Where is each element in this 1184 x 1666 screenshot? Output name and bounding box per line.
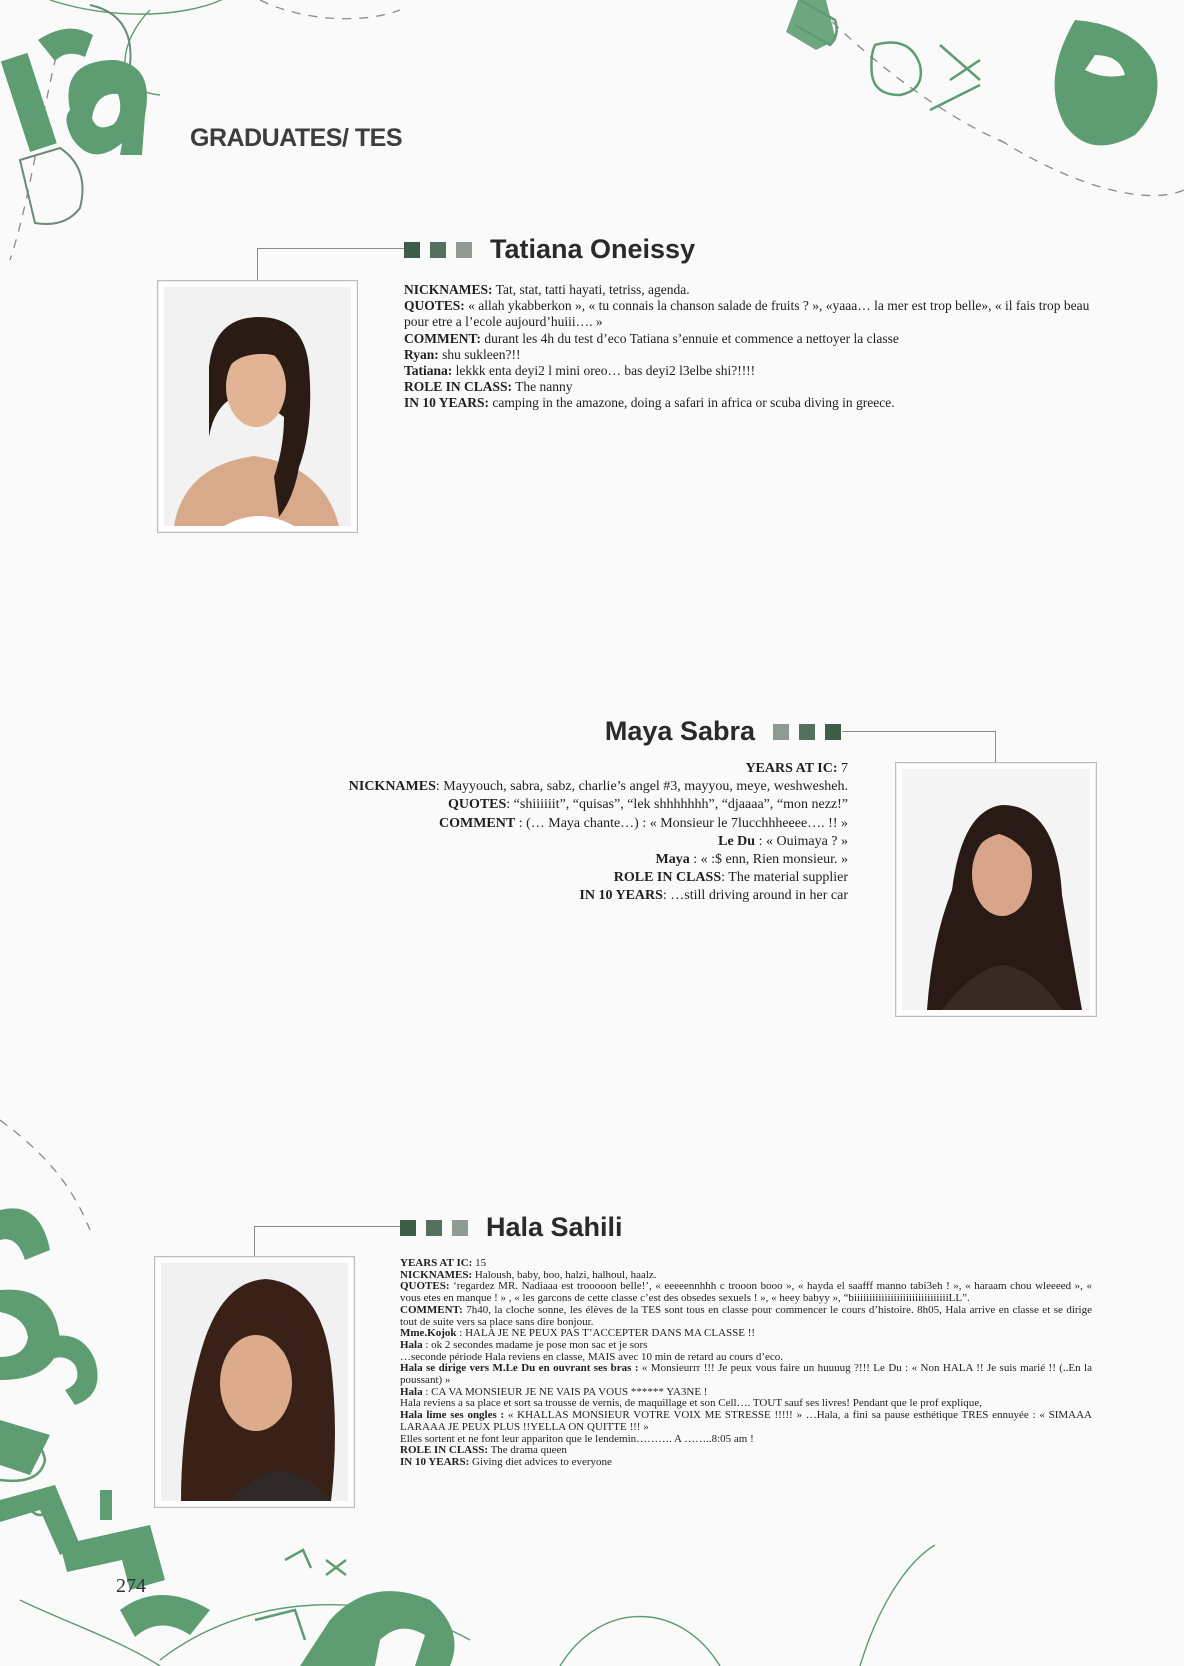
bio-label: Mme.Kojok [400,1327,457,1340]
bio-text: The drama queen [488,1444,567,1457]
bio-text: : ok 2 secondes madame je pose mon sac et je sors [422,1338,648,1351]
bio-label: NICKNAMES [348,779,436,795]
bio-text: …seconde période Hala reviens en classe, MAIS avec 10 min de retard au cours d’eco. [400,1350,784,1363]
bio-line [228,851,848,869]
bio-line [228,796,848,814]
bio-label: IN 10 YEARS [579,888,663,904]
bio-line [228,778,848,796]
bio-label: QUOTES [447,797,507,813]
section-title: GRADUATES/ TES [190,124,402,152]
bio-label: IN 10 YEARS: [400,1455,470,1468]
student-bio [228,760,848,906]
square-bullet-icon [799,724,815,740]
bio-text: : The material supplier [721,870,848,886]
bio-line [404,347,1104,363]
bio-line [228,869,848,887]
student-bio [400,1258,1092,1469]
bio-label: ROLE IN CLASS: [400,1444,489,1457]
student-photo [895,762,1097,1017]
bio-text: shu sukleen?!! [438,346,521,362]
bio-label: IN 10 YEARS: [404,395,490,411]
bio-line [228,887,848,905]
bio-label: Ryan: [404,346,439,362]
bio-text: « KHALLAS MONSIEUR VOTRE VOIX ME STRESSE !!!!! » …Hala, a fini sa pause esthétique TRES ennuyée : « SIMAAA LARAAA JE PEUX PLUS !!YELLA ON QUITTE !!! » [400,1409,1092,1433]
bio-line [400,1305,1092,1328]
square-bullet-icon [452,1220,468,1236]
bio-text: Tat, stat, tatti hayati, tetriss, agenda. [492,282,690,297]
bio-label: Le Du [718,833,756,849]
student-name-row [404,234,695,265]
bio-label: COMMENT: [404,330,481,346]
bio-text: : « Ouimaya ? » [755,833,848,849]
bio-label: Hala se dirige vers M.Le Du en ouvrant ses bras : [400,1362,639,1375]
square-bullet-icon [825,724,841,740]
bio-text: : « :$ enn, Rien monsieur. » [689,852,848,868]
bio-line [404,363,1104,379]
square-bullet-icon [430,242,446,258]
bio-text: Hala reviens a sa place et sort sa trousse de vernis, de maquillage et son Cell…. TOUT sauf ses livres! Pendant que le prof explique, [400,1397,982,1410]
bio-label: COMMENT: [400,1303,463,1316]
bio-line [228,833,848,851]
bio-line [228,815,848,833]
bio-label: QUOTES: [404,298,465,314]
bio-text: « Monsieurrr !!! Je peux vous faire un huuuug ?!!! Le Du : « Non HALA !! Je suis marié !! (..En la poussant) » [400,1362,1092,1387]
bio-text: 15 [472,1257,487,1269]
bio-text: : Mayyouch, sabra, sabz, charlie’s angel #3, mayyou, meye, weshwesheh. [435,779,848,795]
student-photo [157,280,358,533]
student-name: Tatiana Oneissy [490,234,696,264]
connector-line [257,248,404,282]
bio-text: The nanny [512,379,573,395]
bio-text: Giving diet advices to everyone [469,1455,612,1468]
square-bullet-icon [456,242,472,258]
bio-text: : (… Maya chante…) : « Monsieur le 7lucchhheeee…. !! » [515,815,848,831]
student-name-row [400,1212,623,1243]
square-bullet-icon [400,1220,416,1236]
student-bio [404,282,1104,412]
portrait-image [164,287,351,526]
bio-line [400,1281,1092,1304]
bio-line [404,331,1104,347]
bio-text: : CA VA MONSIEUR JE NE VAIS PA VOUS ****** YA3NE ! [422,1385,708,1398]
bio-text: « allah ykabberkon », « tu connais la chanson salade de fruits ? », «yaaa… la mer est trop belle», « il fais trop beau pour etre a l’ecole aujourd’huiii…. » [404,298,1090,330]
bio-line [228,760,848,778]
bio-text: camping in the amazone, doing a safari in africa or scuba diving in greece. [489,395,895,411]
connector-line [254,1226,401,1257]
bio-line [404,395,1104,411]
bio-line [404,298,1104,330]
bio-line [404,379,1104,395]
bio-label: Hala lime ses ongles : [400,1409,505,1422]
bio-label: Hala [400,1385,423,1398]
bio-text: ‘regardez MR. Nadiaaa est trooooon belle!’, « eeeeennhhh c trooon booo », « hayda el saafff manno tabi3eh ! », « haraam chou wleeeed », « vous etes en manque ! » , « les garcons de cette classe c’est des obsedes sexuels ! », « heey babyy », “biiiiiiiiiiiiiiiiiiiiiiiiiiiiiiiLL”. [400,1280,1092,1305]
bio-label: ROLE IN CLASS: [404,379,513,395]
bio-text: 7h40, la cloche sonne, les élèves de la TES sont tous en classe pour commencer le cours d’histoire. 8h05, Hala arrive en classe et se dirige tout de suite vers sa place sans dire bonjour. [400,1303,1092,1328]
bio-label: Hala [400,1338,423,1351]
bio-label: YEARS AT IC: [745,761,838,776]
bio-text: : HALA JE NE PEUX PAS T’ACCEPTER DANS MA CLASSE !! [456,1327,756,1340]
student-name: Hala Sahili [486,1212,623,1242]
bio-line [400,1457,1092,1469]
bio-label: Tatiana: [404,363,453,379]
bio-line [404,282,1104,298]
bio-label: NICKNAMES: [404,282,493,297]
student-name: Maya Sabra [604,716,755,746]
bio-label: NICKNAMES: [400,1268,473,1281]
bio-text: Elles sortent et ne font leur appariton que le lendemin………. A ……..8:05 am ! [400,1432,754,1445]
bio-text: durant les 4h du test d’eco Tatiana s’ennuie et commence a nettoyer la classe [481,330,899,346]
bio-line [400,1363,1092,1386]
bio-label: QUOTES: [400,1280,450,1293]
connector-line [842,731,996,763]
bio-text: Haloush, baby, boo, halzi, halhoul, haalz. [472,1268,657,1281]
student-name-row [605,716,841,747]
portrait-image [161,1263,348,1501]
bio-label: Maya [655,852,690,868]
bio-text: : “shiiiiiit”, “quisas”, “lek shhhhhhh”, “djaaaa”, “mon nezz!” [506,797,848,813]
bio-label: COMMENT [439,815,516,831]
page-number: 274 [116,1575,146,1597]
square-bullet-icon [426,1220,442,1236]
bio-text: : …still driving around in her car [662,888,848,904]
portrait-image [902,769,1090,1010]
student-photo [154,1256,355,1508]
bio-text: lekkk enta deyi2 l mini oreo… bas deyi2 l3elbe shi?!!!! [452,363,756,379]
bio-line [400,1410,1092,1433]
bio-label: ROLE IN CLASS [613,870,722,886]
bio-text: 7 [837,761,848,776]
square-bullet-icon [404,242,420,258]
bio-label: YEARS AT IC: [400,1257,473,1269]
square-bullet-icon [773,724,789,740]
